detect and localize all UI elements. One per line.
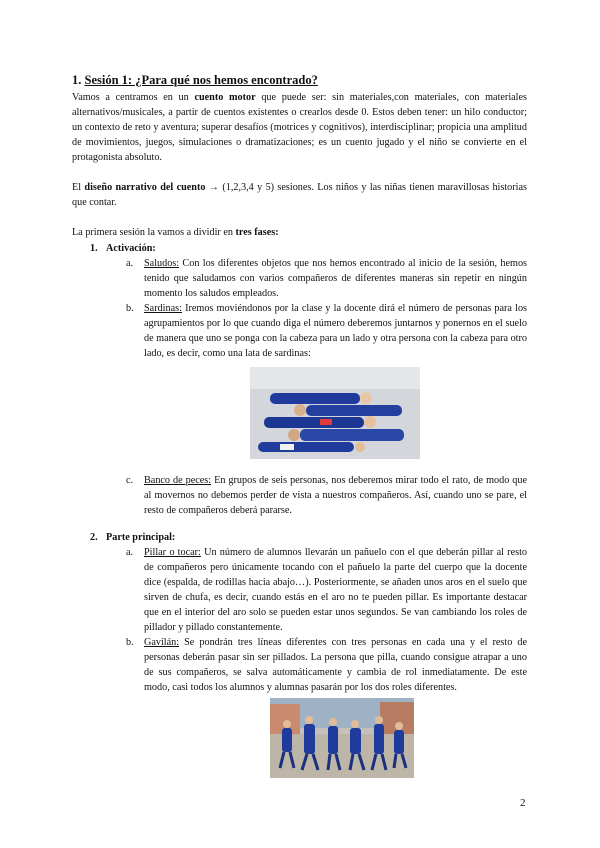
phases-text-before: La primera sesión la vamos a dividir en <box>72 227 236 238</box>
item-text: En grupos de seis personas, nos deberemos mirar todo el rato, de modo que al movernos no debemos perder de vista a nuestros compañeros. Así, cuando uno se pare, el resto de compañeros deberá pararse. <box>144 475 527 516</box>
item-text: Un número de alumnos llevarán un pañuelo con el que deberán pillar al resto de compañeros pero únicamente tocando con el pañuelo la parte del cuerpo que la docente dice (espalda, de rodillas hacia abajo…). Posteriormente, se añaden unos aros en el suelo que sirven de chufa, es decir, cuando estás en el aro no te pueden pillar. Es importante destacar que en el interior del aro solo se pueden estar unos segundos. Se van cambiando los roles de pillador y pillado constantemente. <box>144 547 527 633</box>
section-activacion <box>90 241 527 256</box>
design-paragraph <box>72 180 527 210</box>
gavilan-photo-illustration <box>270 698 414 778</box>
item-text: Se pondrán tres líneas diferentes con tres personas en cada una y el resto de personas deberán pasar sin ser pillados. La persona que pilla, cuando consigue atrapar a uno de sus compañeros, se salva automáticamente y cambia de rol inmediatamente. De este modo, casi todos los alumnos y alumnas pasarán por los dos roles diferentes. <box>144 637 527 693</box>
item-letter: b. <box>126 637 134 648</box>
item-letter: a. <box>126 547 134 558</box>
gavilan-photo-wrap <box>72 698 527 778</box>
design-text-after: → (1,2,3,4 y 5) sesiones. Los niños y las niñas tienen maravillosas historias que contar. <box>72 182 527 208</box>
item-label: Sardinas: <box>144 303 182 314</box>
item-body <box>144 473 527 518</box>
heading-number: 1. <box>72 73 82 87</box>
intro-text-before: Vamos a centramos en un <box>72 92 195 103</box>
page-content <box>72 72 527 792</box>
item-label: Saludos: <box>144 258 180 269</box>
item-body <box>144 545 527 635</box>
item-label: Gavilán: <box>144 637 180 648</box>
item-text: Con los diferentes objetos que nos hemos encontrado al inicio de la sesión, hemos tenido que saludamos con varios compañeros de diferentes maneras sin repetir en ningún momento los saludos empleados. <box>144 258 527 299</box>
gavilan-photo <box>270 698 414 778</box>
list-item-gavilan <box>126 635 527 695</box>
item-letter: a. <box>126 258 134 269</box>
list-item-pillar-o-tocar <box>126 545 527 635</box>
section-title-text: Activación: <box>106 243 156 254</box>
section-number: 1. <box>90 243 98 254</box>
sardinas-photo-illustration <box>250 367 420 459</box>
sardinas-photo <box>250 367 420 459</box>
item-body <box>144 256 527 301</box>
section-title <box>90 241 527 256</box>
section-parte-principal <box>90 530 527 545</box>
intro-bold: cuento motor <box>194 92 256 103</box>
phases-paragraph <box>72 225 527 240</box>
item-label: Pillar o tocar: <box>144 547 201 558</box>
sardinas-photo-wrap <box>72 367 527 459</box>
section-title <box>90 530 527 545</box>
phases-bold: tres fases: <box>235 227 279 238</box>
intro-paragraph <box>72 90 527 165</box>
design-bold: diseño narrativo del cuento <box>84 182 206 193</box>
item-body <box>144 301 527 361</box>
item-letter: b. <box>126 303 134 314</box>
intro-text-after: que puede ser: sin materiales,con materiales, con materiales alternativos/musicales, a partir de cuentos existentes o crearlos desde 0. Estos deben tener: un hilo conductor; un contexto de reto y aventura; superar desafíos (motrices y cognitivos), interdisciplinar; propicia una amplitud de movimientos, juegos, simulaciones o dramatizaciones; es un cuento jugado y el niño se convierte en el protagonista absoluto. <box>72 92 527 163</box>
item-letter: c. <box>126 475 134 486</box>
design-text-before: El <box>72 182 85 193</box>
list-item-banco-de-peces <box>126 473 527 518</box>
page-number: 2 <box>520 797 526 809</box>
item-label: Banco de peces: <box>144 475 212 486</box>
item-body <box>144 635 527 695</box>
item-text: Iremos moviéndonos por la clase y la docente dirá el número de personas para los agrupamientos por lo que cuando diga el número deberemos juntarnos y ponernos en el suelo de manera que uno se ponga con la cabeza para un lado y otra persona con la cabeza para otro lado, es decir, como una lata de sardinas: <box>144 303 527 359</box>
list-item-saludos <box>126 256 527 301</box>
list-item-sardinas <box>126 301 527 361</box>
section-title-text: Parte principal: <box>106 532 176 543</box>
heading-text: Sesión 1: ¿Para qué nos hemos encontrado? <box>84 73 318 87</box>
section-number: 2. <box>90 532 98 543</box>
session-heading <box>72 72 527 88</box>
